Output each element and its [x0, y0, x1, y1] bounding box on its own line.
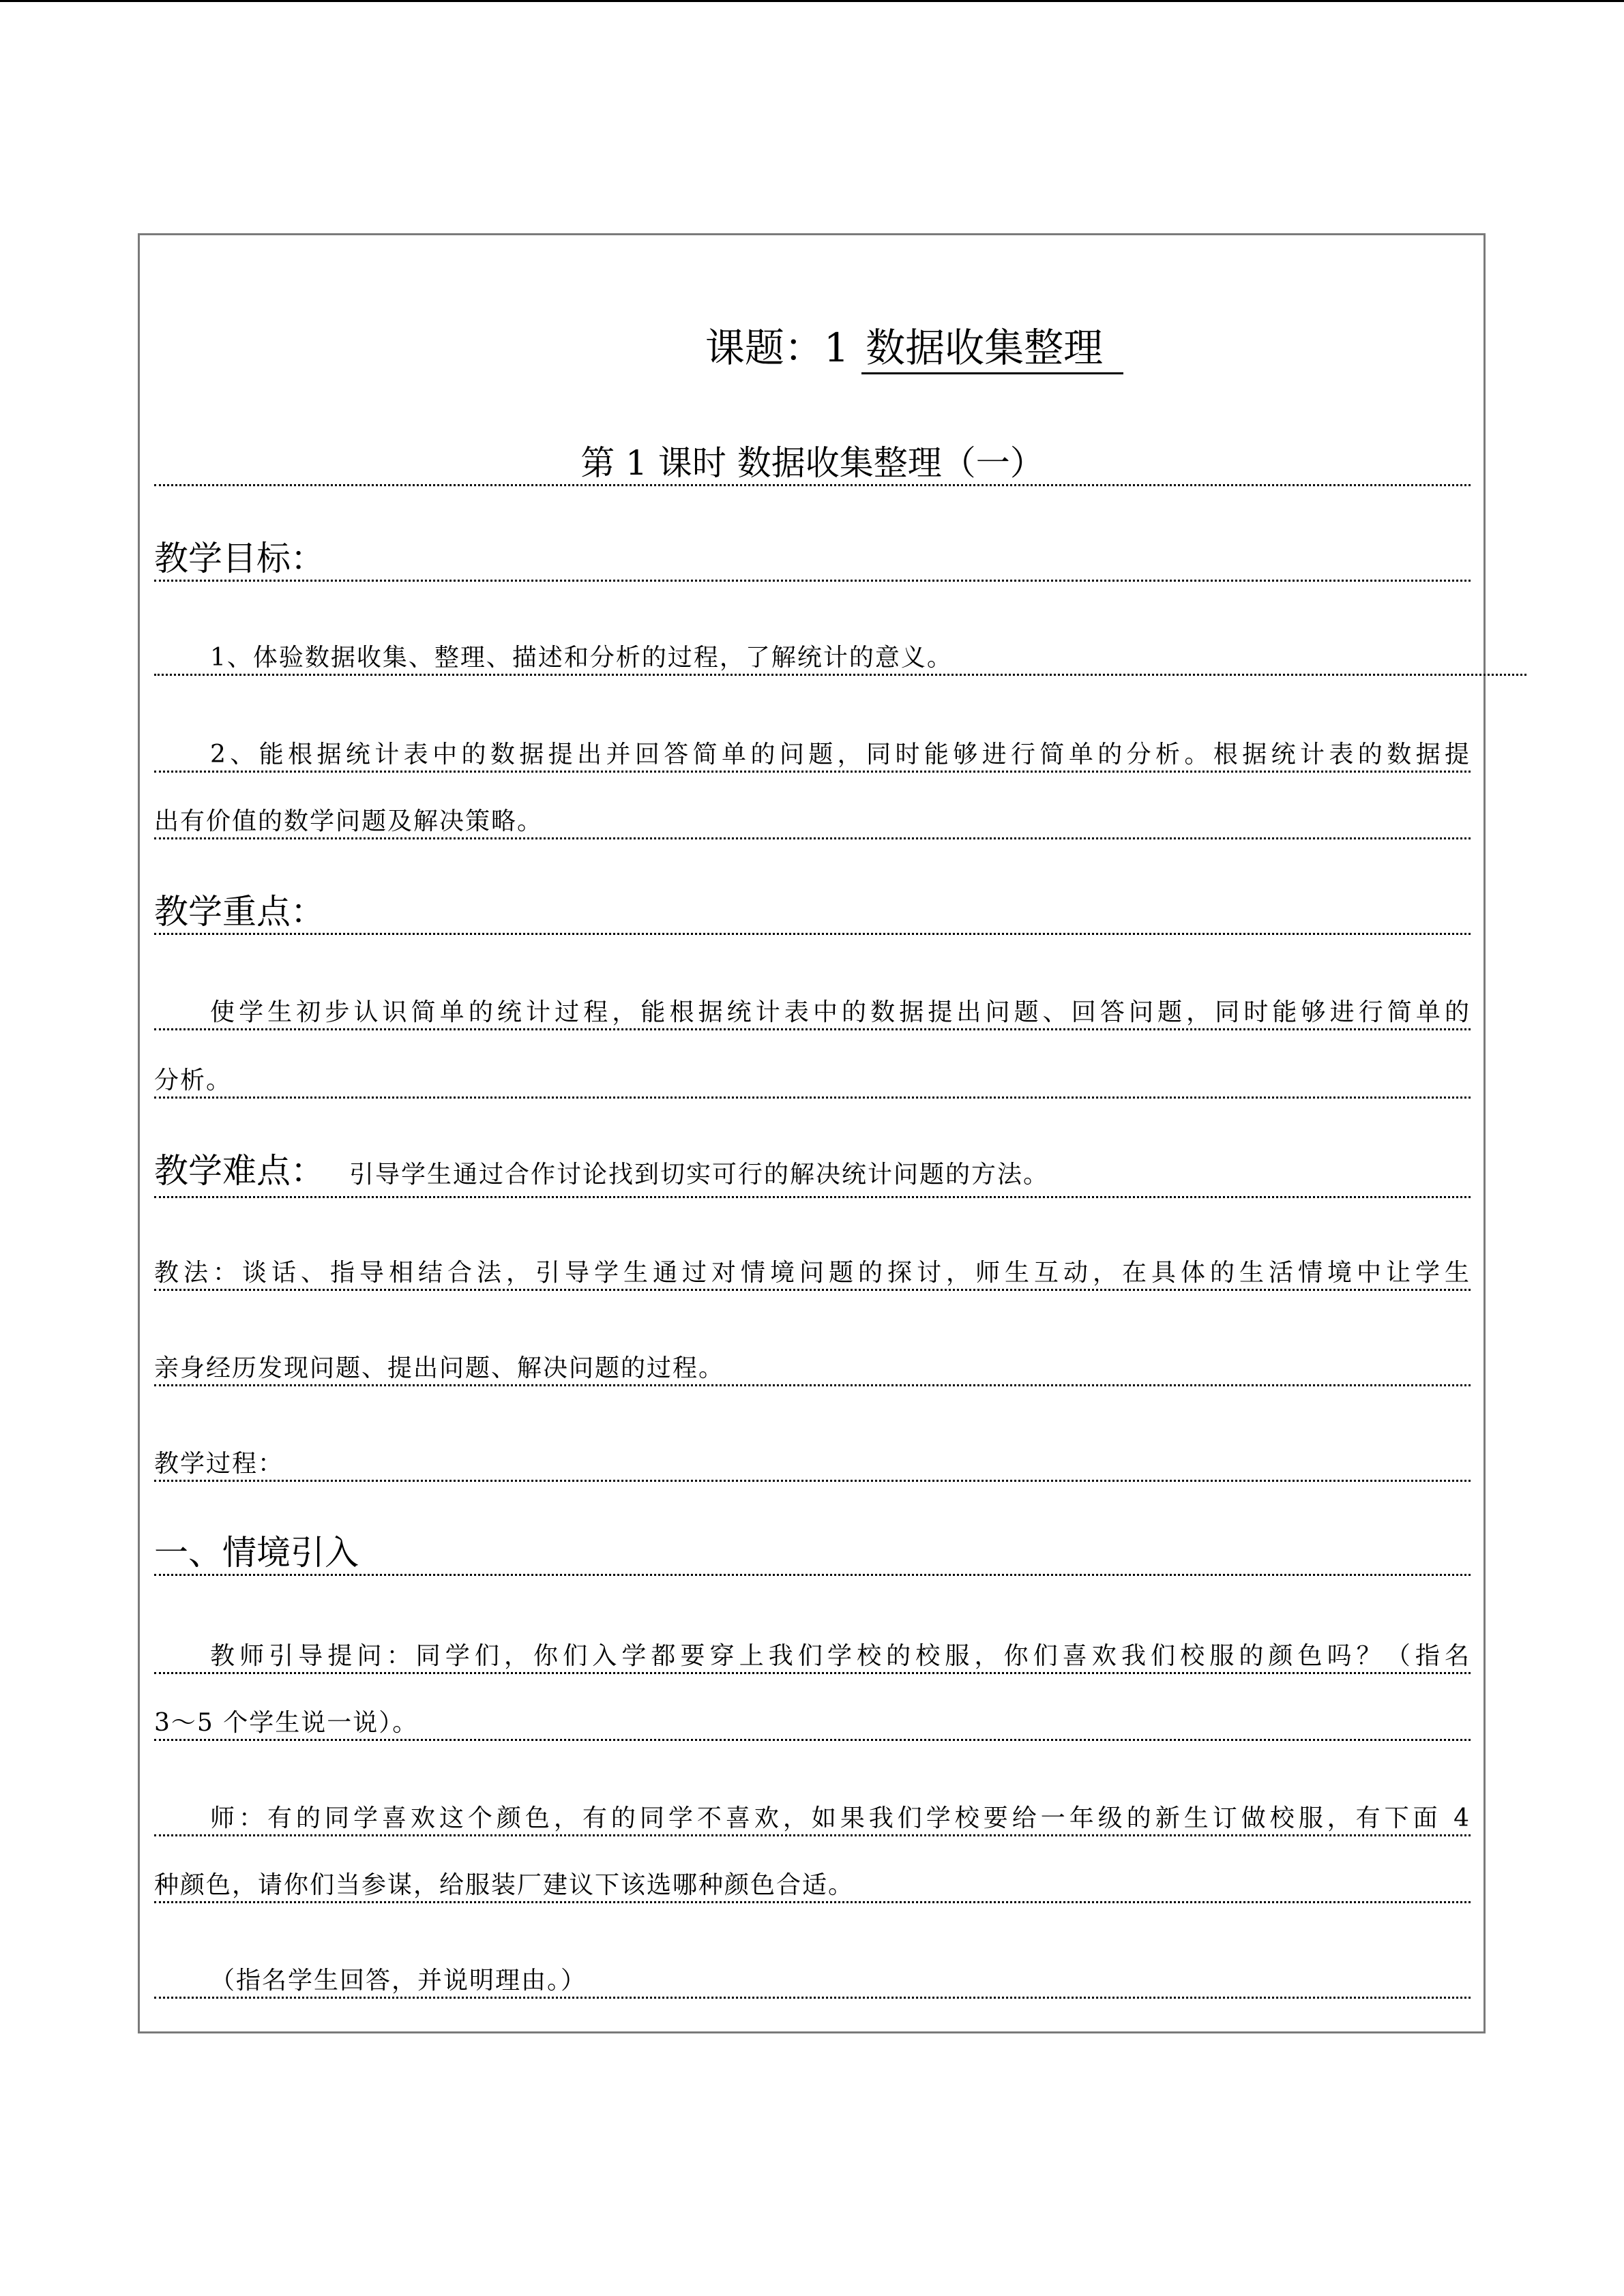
difficulties-heading: 教学难点：	[154, 1151, 325, 1191]
section-1-para-1-line-1: 教师引导提问：同学们，你们入学都要穿上我们学校的校服，你们喜欢我们校服的颜色吗？（指名	[154, 1641, 1471, 1674]
methods-line-1: 教法：谈话、指导相结合法，引导学生通过对情境问题的探讨，师生互动，在具体的生活情境中让学生	[154, 1257, 1471, 1291]
methods-line-2: 亲身经历发现问题、提出问题、解决问题的过程。	[154, 1353, 1471, 1386]
key-points-line-1: 使学生初步认识简单的统计过程，能根据统计表中的数据提出问题、回答问题，同时能够进行简单的	[154, 997, 1471, 1030]
key-points-line-2: 分析。	[154, 1065, 1471, 1099]
lesson-title: 第 1 课时 数据收集整理（一）	[154, 442, 1471, 486]
page-top-edge	[0, 0, 1624, 2]
section-1-para-2-line-1: 师：有的同学喜欢这个颜色，有的同学不喜欢，如果我们学校要给一年级的新生订做校服，有下面 4	[154, 1803, 1471, 1836]
section-1-para-3: （指名学生回答，并说明理由。）	[154, 1965, 1471, 1999]
difficulties-row	[154, 1150, 1471, 1198]
section-1-para-2-line-2: 种颜色，请你们当参谋，给服装厂建议下该选哪种颜色合适。	[154, 1870, 1471, 1903]
section-1-para-1-line-2: 3～5 个学生说一说）。	[154, 1708, 1471, 1741]
page-title	[0, 320, 1624, 375]
title-prefix: 课题：1	[705, 325, 862, 371]
difficulties-text: 引导学生通过合作讨论找到切实可行的解决统计问题的方法。	[349, 1161, 1050, 1189]
key-points-heading: 教学重点：	[154, 891, 1471, 935]
section-1-heading: 一、情境引入	[154, 1532, 1471, 1576]
title-main: 数据收集整理	[861, 325, 1123, 374]
process-label: 教学过程：	[154, 1448, 1471, 1482]
objective-item-2-line-1: 2、能根据统计表中的数据提出并回答简单的问题，同时能够进行简单的分析。根据统计表的数据提	[154, 739, 1471, 773]
objectives-heading: 教学目标：	[154, 537, 1471, 582]
document-frame	[138, 233, 1486, 2033]
objective-item-2-line-2: 出有价值的数学问题及解决策略。	[154, 806, 1471, 839]
objective-item-1: 1、体验数据收集、整理、描述和分析的过程，了解统计的意义。	[154, 642, 1526, 676]
